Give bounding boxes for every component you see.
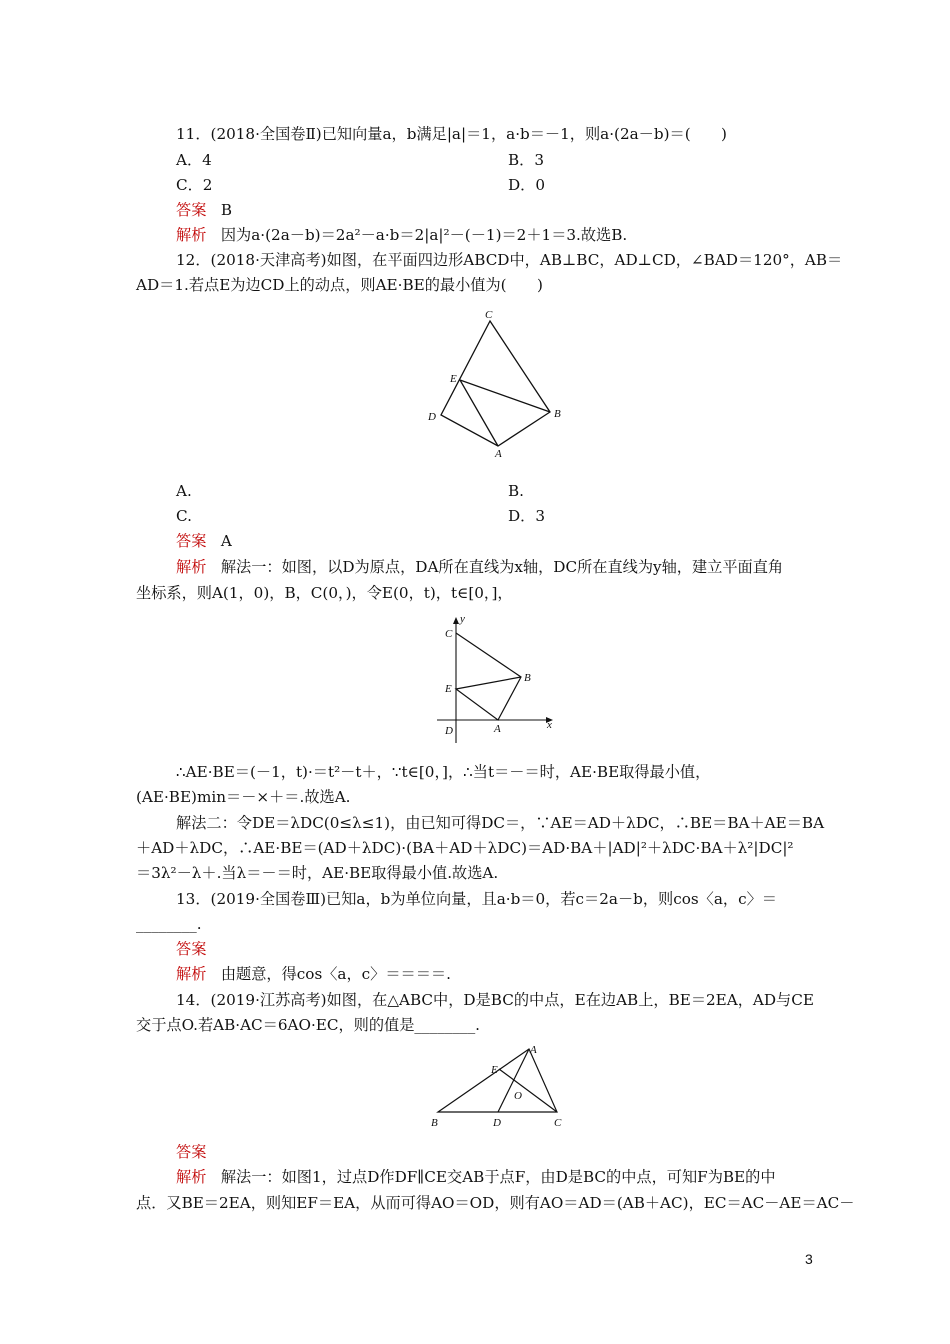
triangle-figure: [423, 1041, 568, 1134]
q12-option-a: A.: [176, 482, 192, 500]
fig3-label-o: O: [514, 1090, 522, 1102]
fig2-label-e: E: [445, 683, 452, 695]
fig1-label-a: A: [495, 448, 502, 460]
segment-eb: [460, 380, 550, 412]
fig1-label-c: C: [485, 309, 493, 321]
q11-answer-line: [176, 200, 232, 220]
q12-option-d: D．3: [508, 507, 546, 525]
answer-label: 答案: [176, 201, 207, 219]
q12-sol2-line1: 解法二：令DE＝λDC(0≤λ≤1)，由已知可得DC＝，∵AE＝AD＋λDC，∴BE＝BA＋AE＝BA: [176, 814, 825, 832]
analysis-label: 解析: [176, 558, 207, 576]
q12-sol2-line2: ＋AD＋λDC，∴AE·BE＝(AD＋λDC)·(BA＋AD＋λDC)＝AD·BA＋|AD|²＋λDC·BA＋λ²|DC|²: [136, 839, 794, 857]
q11-analysis: 因为a·(2a－b)＝2a²－a·b＝2|a|²－(－1)＝2＋1＝3.故选B.: [220, 226, 628, 244]
fig2-label-a: A: [494, 723, 501, 735]
segment-ad: [498, 1049, 529, 1112]
q12-stem-line2: AD＝1.若点E为边CD上的动点，则AE·BE的最小值为( ): [136, 276, 543, 294]
analysis-label: 解析: [176, 965, 207, 983]
q13-stem-line1: 13．(2019·全国卷Ⅲ)已知a，b为单位向量，且a·b＝0，若c＝2a－b，则cos〈a，c〉＝: [176, 890, 777, 908]
fig3-label-d: D: [493, 1117, 501, 1129]
segment-ec: [499, 1069, 557, 1112]
figure-polyline: [456, 633, 521, 720]
q12-analysis-line1: [176, 557, 783, 577]
quadrilateral-abcd: [441, 321, 550, 446]
q11-analysis-line: [176, 225, 627, 245]
fig2-label-c: C: [445, 628, 453, 640]
fig2-label-x: x: [547, 719, 552, 731]
q14-answer-line: [176, 1142, 206, 1162]
q13-analysis-line: [176, 964, 451, 984]
fig1-label-d: D: [428, 411, 436, 423]
q12-option-b: B.: [508, 482, 524, 500]
fig2-label-b: B: [524, 672, 531, 684]
q11-option-d: D．0: [508, 176, 546, 194]
q12-sol2-line3: ＝3λ²－λ＋.当λ＝－＝时，AE·BE取得最小值.故选A.: [136, 864, 499, 882]
q13-analysis: 由题意，得cos〈a，c〉＝＝＝＝.: [220, 965, 451, 983]
fig3-label-c: C: [554, 1117, 562, 1129]
fig3-label-b: B: [431, 1117, 438, 1129]
q12-answer-line: [176, 531, 232, 551]
analysis-label: 解析: [176, 226, 207, 244]
quadrilateral-figure: [416, 302, 572, 472]
fig2-label-y: y: [460, 613, 465, 625]
fig1-label-e: E: [450, 373, 457, 385]
q12-sol1-line1: 解法一：如图，以D为原点，DA所在直线为x轴，DC所在直线为y轴，建立平面直角: [220, 558, 784, 576]
analysis-label: 解析: [176, 1168, 207, 1186]
q12-sol1-line4: (AE·BE)min＝－×＋＝.故选A.: [136, 788, 351, 806]
fig2-label-d: D: [445, 725, 453, 737]
q13-answer-line: [176, 939, 206, 959]
fig1-label-b: B: [554, 408, 561, 420]
q14-sol1-line2: 点．又BE＝2EA，则知EF＝EA，从而可得AO＝OD，则有AO＝AD＝(AB＋AC)，EC＝AC－AE＝AC－: [136, 1194, 855, 1212]
page-number: 3: [805, 1251, 813, 1267]
q14-stem-line2: 交于点O.若AB·AC＝6AO·EC，则的值是________.: [136, 1016, 481, 1034]
q12-option-c: C.: [176, 507, 192, 525]
answer-label: 答案: [176, 1143, 207, 1161]
fig3-label-e: E: [491, 1064, 498, 1076]
coordinate-figure: [423, 608, 561, 758]
q11-option-c: C．2: [176, 176, 213, 194]
answer-label: 答案: [176, 940, 207, 958]
q12-stem-line1: 12．(2018·天津高考)如图，在平面四边形ABCD中，AB⊥BC，AD⊥CD，∠BAD＝120°，AB＝: [176, 251, 843, 269]
triangle-abc: [438, 1049, 557, 1112]
q12-sol1-line2: 坐标系，则A(1，0)，B，C(0，)，令E(0，t)，t∈[0，]，: [136, 584, 513, 602]
q12-answer: A: [220, 532, 232, 550]
q14-analysis-line1: [176, 1167, 776, 1187]
q13-stem-line2: ________.: [136, 915, 202, 933]
q14-sol1-line1: 解法一：如图1，过点D作DF∥CE交AB于点F，由D是BC的中点，可知F为BE的中: [220, 1168, 776, 1186]
q12-sol1-line3: ∴AE·BE＝(－1，t)·＝t²－t＋，∵t∈[0，]，∴当t＝－＝时，AE·BE取得最小值，: [176, 763, 711, 781]
q11-option-a: A．4: [176, 151, 212, 169]
q11-answer: B: [220, 201, 233, 219]
q11-option-b: B．3: [508, 151, 545, 169]
fig3-label-a: A: [530, 1044, 537, 1056]
answer-label: 答案: [176, 532, 207, 550]
q11-stem: 11．(2018·全国卷Ⅱ)已知向量a，b满足|a|＝1，a·b＝－1，则a·(2a－b)＝( ): [176, 125, 727, 143]
q14-stem-line1: 14．(2019·江苏高考)如图，在△ABC中，D是BC的中点，E在边AB上，BE＝2EA，AD与CE: [176, 991, 814, 1009]
y-axis-arrow: [453, 617, 459, 624]
